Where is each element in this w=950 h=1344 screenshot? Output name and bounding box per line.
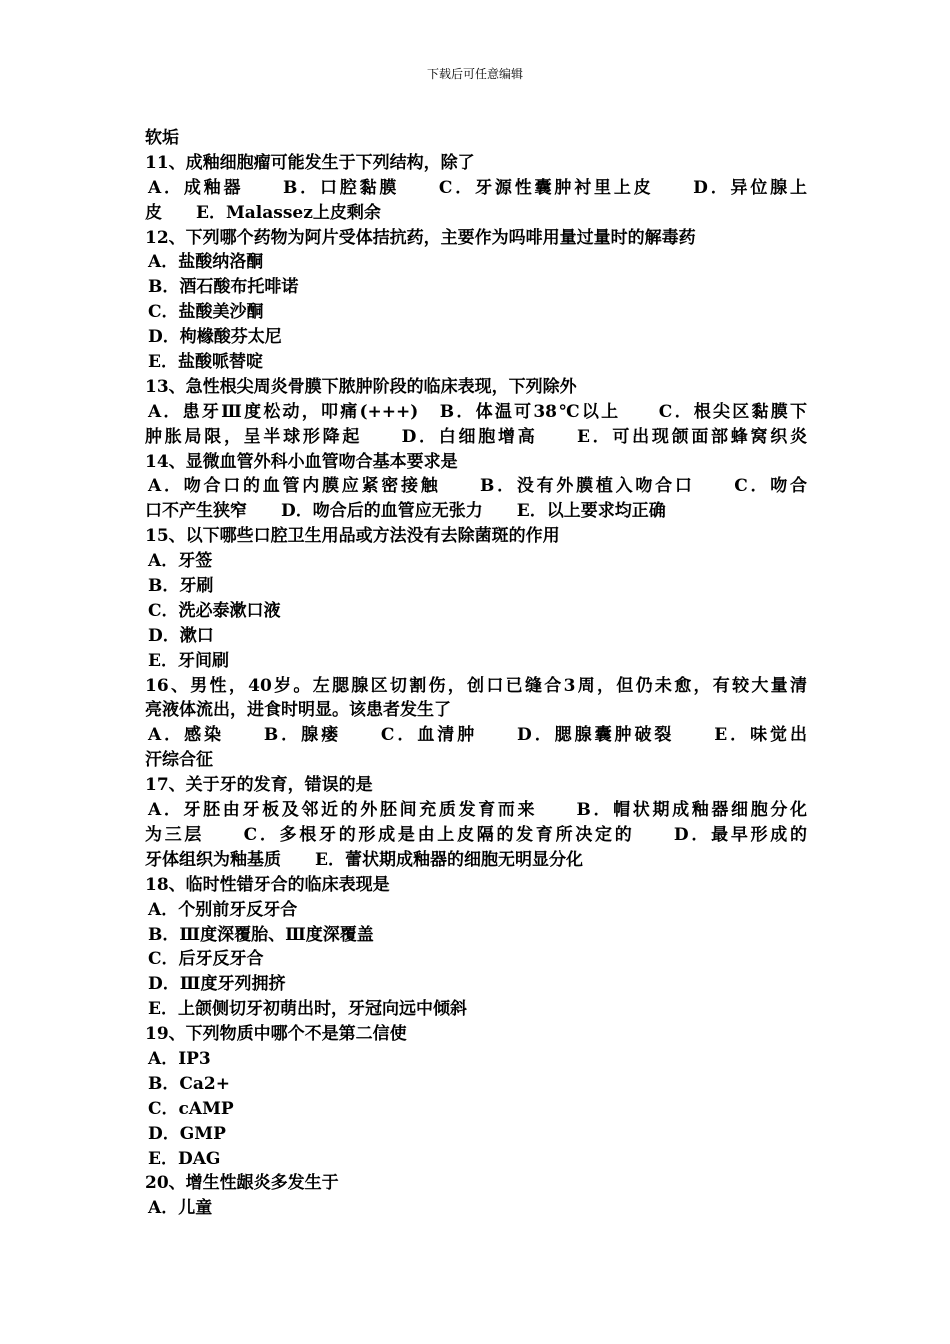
text-line: 20、增生性龈炎多发生于 [145,1173,339,1194]
text-line: 口不产生狭窄 D．吻合后的血管应无张力 E．以上要求均正确 [145,501,666,522]
text-line: 16、男性，40岁。左腮腺区切割伤，创口已缝合3周，但仍未愈，有较大量清 [145,675,807,696]
text-line: A．盐酸纳洛酮 [148,252,264,273]
text-line: A．感染 B．腺瘘 C．血清肿 D．腮腺囊肿破裂 E．味觉出 [148,725,807,746]
text-line: E．上颌侧切牙初萌出时，牙冠向远中倾斜 [148,999,467,1020]
text-line: B．Ⅲ度深覆胎、Ⅲ度深覆盖 [148,924,374,945]
text-line: 牙体组织为釉基质 E．蕾状期成釉器的细胞无明显分化 [145,849,583,870]
text-line: C．后牙反牙合 [148,949,264,970]
text-line: 皮 E．Malassez上皮剩余 [145,202,381,223]
text-line: A．患牙Ⅲ度松动，叩痛(+++) B．体温可38℃以上 C．根尖区黏膜下 [148,401,807,422]
document-body [145,126,807,1221]
text-line: C．cAMP [148,1098,234,1119]
text-line: D．枸橼酸芬太尼 [148,327,282,348]
text-line: 17、关于牙的发育，错误的是 [145,775,373,796]
text-line: B．Ca2+ [148,1073,230,1094]
text-line: E．牙间刷 [148,650,229,671]
text-line: 汗综合征 [145,750,213,771]
text-line: A．成釉器 B．口腔黏膜 C．牙源性囊肿衬里上皮 D．异位腺上 [148,177,807,198]
text-line: B．酒石酸布托啡诺 [148,277,299,298]
page-header: 下载后可任意编辑 [426,67,523,81]
text-line: D．漱口 [148,625,214,646]
text-line: 13、急性根尖周炎骨膜下脓肿阶段的临床表现，下列除外 [145,376,577,397]
text-line: 软垢 [145,128,179,148]
text-line: E．盐酸哌替啶 [148,352,263,373]
text-line: A．牙胚由牙板及邻近的外胚间充质发育而来 B．帽状期成釉器细胞分化 [148,800,807,821]
text-line: 12、下列哪个药物为阿片受体拮抗药，主要作为吗啡用量过量时的解毒药 [145,227,696,248]
text-line: 19、下列物质中哪个不是第二信使 [145,1024,407,1045]
text-line: 亮液体流出，进食时明显。该患者发生了 [145,700,451,721]
text-line: 11、成釉细胞瘤可能发生于下列结构，除了 [145,152,475,173]
text-line: 18、临时性错牙合的临床表现是 [145,874,390,895]
text-line: C．盐酸美沙酮 [148,302,264,323]
text-line: A．牙签 [148,551,213,572]
text-line: A．个别前牙反牙合 [148,899,298,920]
text-line: E．DAG [148,1148,221,1169]
text-line: D．Ⅲ度牙列拥挤 [148,974,286,995]
text-line: 14、显微血管外科小血管吻合基本要求是 [145,451,458,472]
text-line: A．儿童 [148,1198,213,1219]
text-line: 15、以下哪些口腔卫生用品或方法没有去除菌斑的作用 [145,526,560,547]
text-line: 肿胀局限，呈半球形降起 D．白细胞增高 E．可出现颌面部蜂窝织炎 [145,426,807,447]
text-line: 为三层 C．多根牙的形成是由上皮隔的发育所决定的 D．最早形成的 [145,824,807,845]
text-line: D．GMP [148,1123,226,1144]
text-line: A．IP3 [148,1048,211,1069]
text-line: C．洗必泰漱口液 [148,600,281,621]
text-line: A．吻合口的血管内膜应紧密接触 B．没有外膜植入吻合口 C．吻合 [148,476,807,497]
text-line: B．牙刷 [148,576,214,597]
